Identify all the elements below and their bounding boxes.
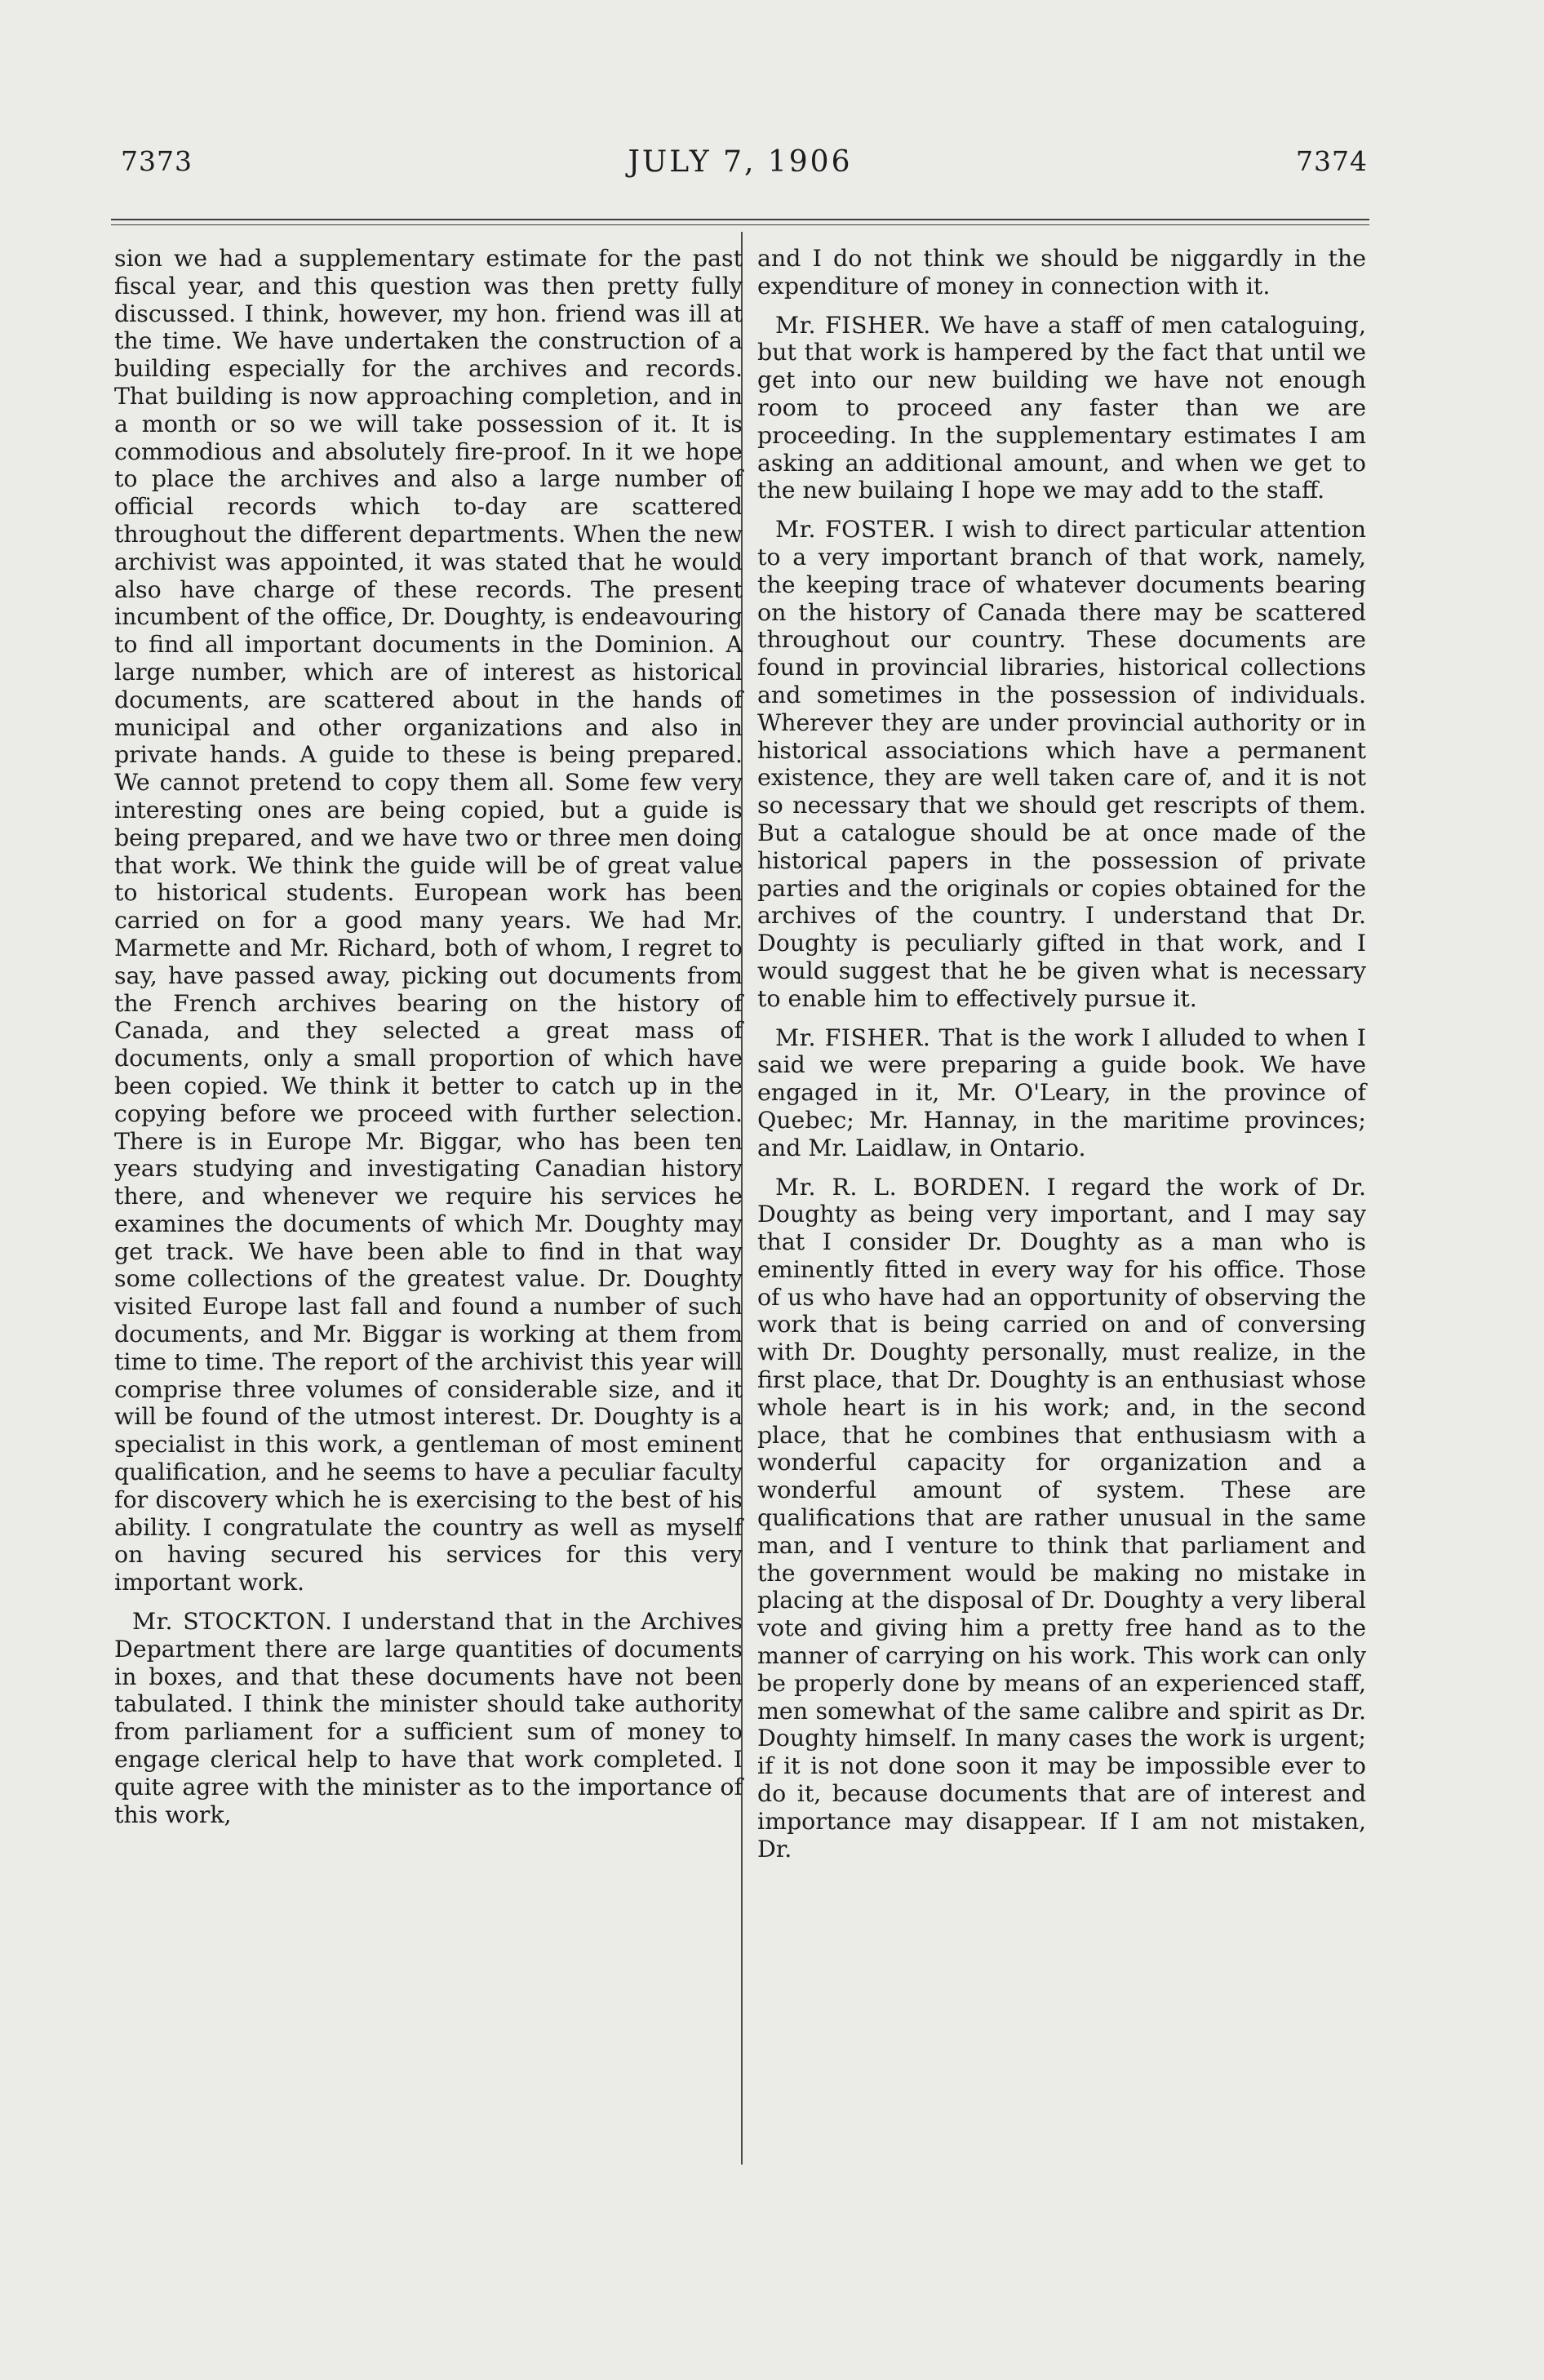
left-column	[114, 245, 743, 1840]
speaker-name: Mr. FOSTER.	[775, 516, 936, 544]
header-rule-thin	[111, 224, 1369, 225]
header-rule	[111, 219, 1369, 220]
paragraph	[114, 1608, 743, 1828]
paragraph-text: I understand that in the Archives Department there are large quantities of documents in boxes, and that these documents have not been tabulated. I think the minister should take authority from parliament for a sufficient sum of money to engage clerical help to have that work completed. I quite agree with the minister as to the importance of this work,	[114, 1608, 743, 1828]
paragraph	[114, 245, 743, 1596]
right-column	[757, 245, 1366, 1874]
paragraph	[757, 245, 1366, 300]
paragraph-text: That is the work I alluded to when I said we were preparing a guide book. We have engaged in it, Mr. O'Leary, in the province of Quebec; Mr. Hannay, in the maritime provinces; and Mr. Laidlaw, in Ontario.	[757, 1023, 1366, 1161]
paragraph-text: and I do not think we should be niggardly in the expenditure of money in connection with it.	[757, 245, 1366, 300]
speaker-name: Mr. FISHER.	[775, 1023, 931, 1051]
paragraph-text: I regard the work of Dr. Doughty as being very important, and I may say that I consider Dr. Doughty as a man who is eminently fitted in every way for his office. Those of us who have had an opportunity of observing the work that is being carried on and of conversing with Dr. Doughty personally, must realize, in the first place, that Dr. Doughty is an enthusiast whose whole heart is in his work; and, in the second place, that he combines that enthusiasm with a wonderful capacity for organization and a wonderful amount of system. These are qualifications that are rather unusual in the same man, and I venture to think that parliament and the government would be making no mistake in placing at the disposal of Dr. Doughty a very liberal vote and giving him a pretty free hand as to the manner of carrying on his work. This work can only be properly done by means of an experienced staff, men somewhat of the same calibre and spirit as Dr. Doughty himself. In many cases the work is urgent; if it is not done soon it may be impossible ever to do it, because documents that are of interest and importance may disappear. If I am not mistaken, Dr.	[757, 1173, 1366, 1863]
speaker-name: Mr. STOCKTON.	[132, 1608, 333, 1636]
paragraph	[757, 516, 1366, 1012]
paragraph	[757, 1174, 1366, 1863]
paragraph	[757, 1024, 1366, 1162]
paragraph-text: I wish to direct particular attention to a very important branch of that work, namely, the keeping trace of whatever documents bearing on the history of Canada there may be scattered throughout our country. These documents are found in provincial libraries, historical collections and sometimes in the possession of individuals. Wherever they are under provincial authority or in historical associations which have a permanent existence, they are well taken care of, and it is not so necessary that we should get rescripts of them. But a catalogue should be at once made of the historical papers in the possession of private parties and the originals or copies obtained for the archives of the country. I understand that Dr. Doughty is peculiarly gifted in that work, and I would suggest that he be given what is necessary to enable him to effectively pursue it.	[757, 516, 1366, 1012]
left-page-number: 7373	[121, 145, 193, 177]
speaker-name: Mr. R. L. BORDEN.	[775, 1173, 1032, 1201]
right-page-number: 7374	[1296, 145, 1368, 177]
paragraph-text: sion we had a supplementary estimate for the past fiscal year, and this question was then pretty fully discussed. I think, however, my hon. friend was ill at the time. We have undertaken the construction of a building especially for the archives and records. That building is now approaching completion, and in a month or so we will take possession of it. It is commodious and absolutely fire-proof. In it we hope to place the archives and also a large number of official records which to-day are scattered throughout the different departments. When the new archivist was appointed, it was stated that he would also have charge of these records. The present incumbent of the office, Dr. Doughty, is endeavouring to find all important documents in the Dominion. A large number, which are of interest as historical documents, are scattered about in the hands of municipal and other organizations and also in private hands. A guide to these is being prepared. We cannot pretend to copy them all. Some few very interesting ones are being copied, but a guide is being prepared, and we have two or three men doing that work. We think the guide will be of great value to historical students. European work has been carried on for a good many years. We had Mr. Marmette and Mr. Richard, both of whom, I regret to say, have passed away, picking out documents from the French archives bearing on the history of Canada, and they selected a great mass of documents, only a small proportion of which have been copied. We think it better to catch up in the copying before we proceed with further selection. There is in Europe Mr. Biggar, who has been ten years studying and investigating Canadian history there, and whenever we require his services he examines the documents of which Mr. Doughty may get track. We have been able to find in that way some collections of the greatest value. Dr. Doughty visited Europe last fall and found a number of such documents, and Mr. Biggar is working at them from time to time. The report of the archivist this year will comprise three volumes of considerable size, and it will be found of the utmost interest. Dr. Doughty is a specialist in this work, a gentleman of most eminent qualification, and he seems to have a peculiar faculty for discovery which he is exercising to the best of his ability. I congratulate the country as well as myself on having secured his services for this very important work.	[114, 245, 743, 1596]
page-header	[113, 145, 1368, 194]
header-date: JULY 7, 1906	[628, 145, 853, 179]
paragraph-text: We have a staff of men cataloguing, but that work is hampered by the fact that until we get into our new building we have not enough room to proceed any faster than we are proceeding. In the supplementary estimates I am asking an additional amount, and when we get to the new builaing I hope we may add to the staff.	[757, 311, 1366, 504]
speaker-name: Mr. FISHER.	[775, 311, 931, 339]
paragraph	[757, 312, 1366, 505]
